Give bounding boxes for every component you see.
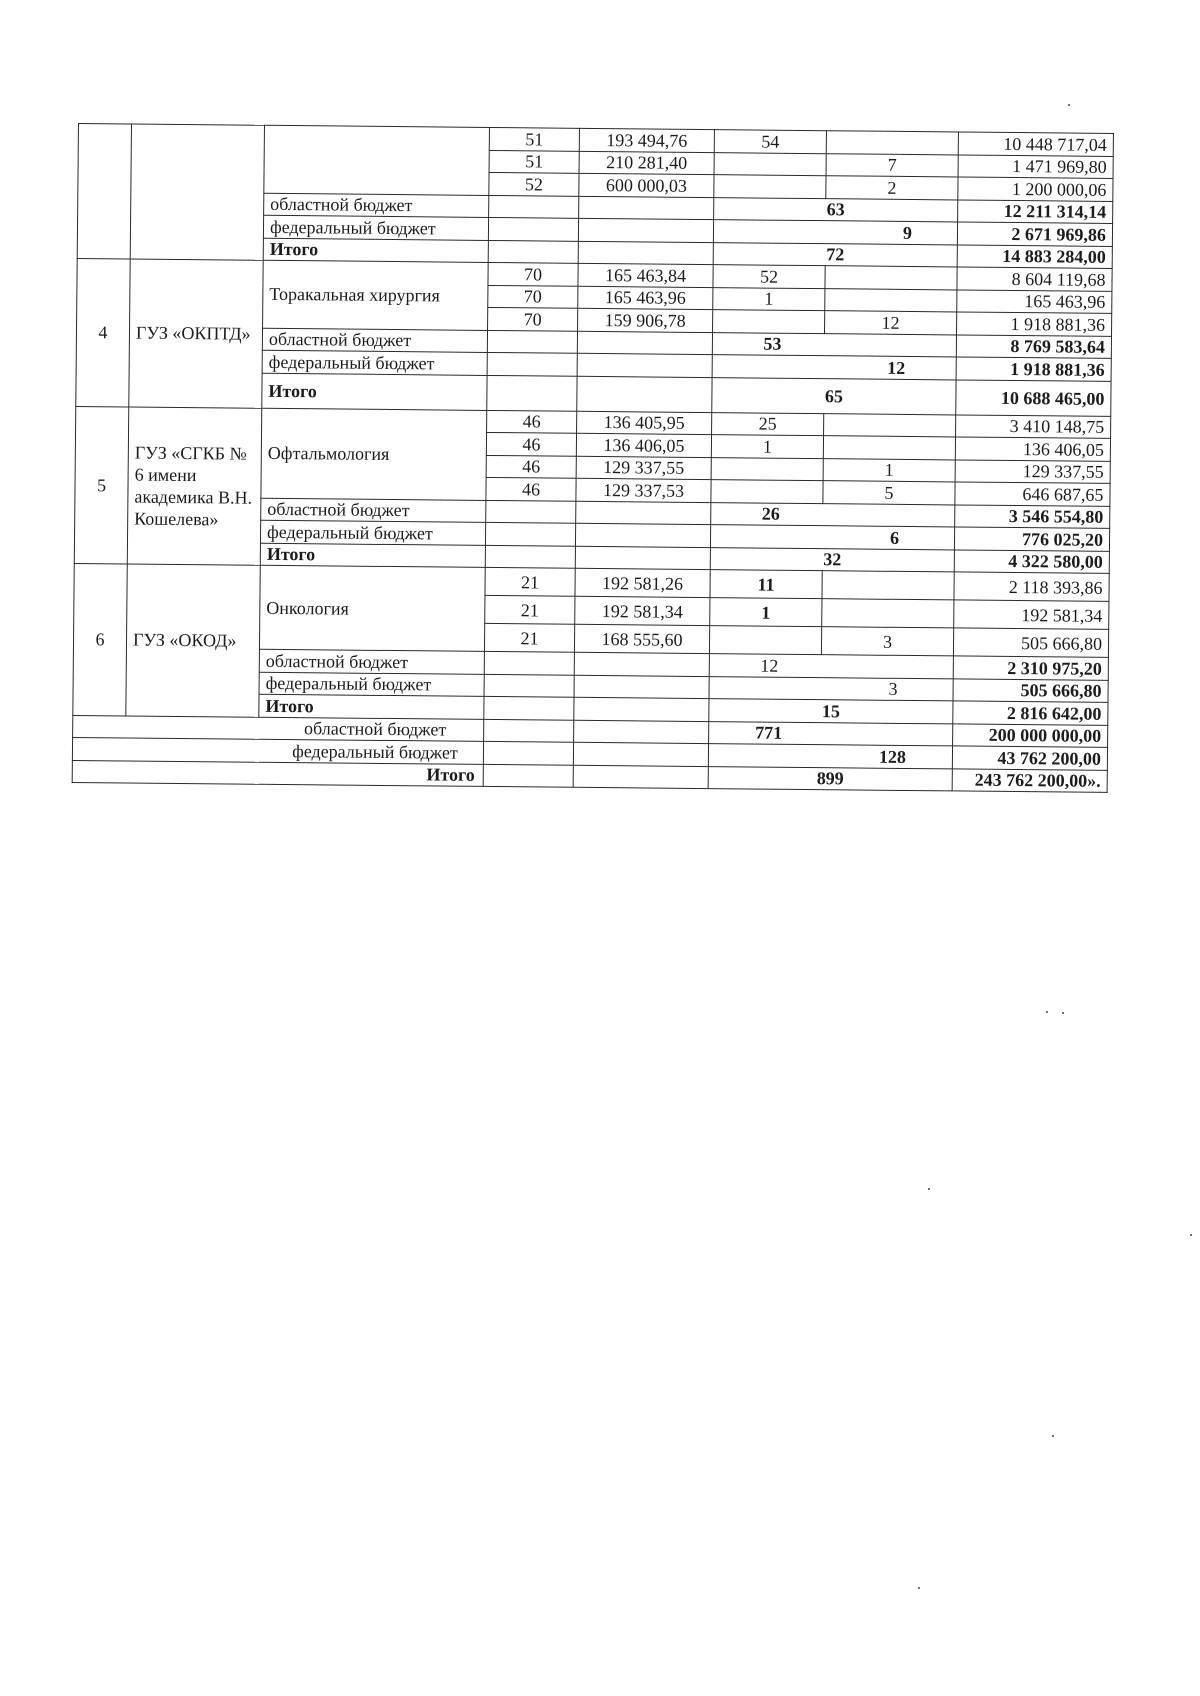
empty-cell <box>484 651 574 674</box>
organization-name: ГУЗ «СГКБ № 6 имени академика В.Н. Кошелева» <box>127 407 262 566</box>
organization-name: ГУЗ «ОКОД» <box>126 564 260 717</box>
price-cell: 159 906,78 <box>578 308 713 332</box>
sum-cell: 505 666,80 <box>953 628 1108 657</box>
federal-count-cell: 5 <box>823 481 955 505</box>
empty-cell <box>484 719 574 742</box>
total-sum: 14 883 284,00 <box>957 244 1112 268</box>
sum-cell: 8 604 119,68 <box>957 267 1112 291</box>
grand-regional-count: 771 <box>709 721 953 746</box>
scan-speck <box>1062 1012 1064 1014</box>
regional-count-cell: 11 <box>710 570 822 599</box>
sum-cell: 1 200 000,06 <box>958 177 1113 201</box>
regional-budget-sum: 8 769 583,64 <box>956 334 1111 358</box>
grand-federal-label: федеральный бюджет <box>72 737 483 763</box>
org-cell-empty <box>130 124 264 260</box>
empty-cell <box>574 697 709 721</box>
federal-budget-count: 3 <box>709 676 953 701</box>
count-cell: 70 <box>488 307 578 330</box>
empty-cell <box>576 501 711 525</box>
federal-budget-label: федеральный бюджет <box>260 520 485 545</box>
price-cell: 192 581,34 <box>575 596 710 625</box>
grand-federal-sum: 43 762 200,00 <box>952 746 1107 770</box>
total-label: Итого <box>260 543 485 568</box>
empty-cell <box>488 217 578 240</box>
regional-count-cell: 1 <box>710 598 822 627</box>
empty-cell <box>483 741 573 764</box>
empty-cell <box>577 331 712 355</box>
federal-count-cell: 3 <box>821 627 953 656</box>
empty-cell <box>488 240 578 263</box>
federal-budget-sum: 1 918 881,36 <box>956 357 1111 381</box>
federal-budget-label: федеральный бюджет <box>259 672 484 697</box>
scan-speck <box>1052 1435 1054 1437</box>
federal-count-cell <box>824 413 956 437</box>
price-cell: 136 406,05 <box>576 433 711 457</box>
count-cell: 70 <box>488 262 578 285</box>
empty-cell <box>573 742 708 766</box>
empty-cell <box>577 376 712 412</box>
regional-budget-sum: 12 211 314,14 <box>958 199 1113 223</box>
empty-cell <box>574 720 709 744</box>
federal-budget-label: федеральный бюджет <box>262 350 487 375</box>
empty-cell <box>578 241 713 265</box>
grand-regional-sum: 200 000 000,00 <box>953 723 1108 747</box>
num-cell-empty <box>77 124 131 260</box>
total-sum: 2 816 642,00 <box>953 701 1108 725</box>
empty-cell <box>486 500 576 523</box>
count-cell: 46 <box>486 455 576 478</box>
regional-budget-count: 63 <box>714 197 958 222</box>
empty-cell <box>577 353 712 377</box>
federal-budget-sum: 2 671 969,86 <box>957 222 1112 246</box>
federal-budget-sum: 776 025,20 <box>954 527 1109 551</box>
total-sum: 10 688 465,00 <box>956 379 1111 415</box>
federal-budget-count: 9 <box>713 220 957 245</box>
regional-count-cell <box>711 457 823 481</box>
regional-count-cell <box>709 626 821 655</box>
price-cell: 165 463,96 <box>578 286 713 310</box>
price-cell: 600 000,03 <box>579 173 714 197</box>
total-label: Итого <box>262 373 487 410</box>
price-cell: 165 463,84 <box>578 263 713 287</box>
regional-budget-label: областной бюджет <box>259 649 484 674</box>
organization-name: ГУЗ «ОКПТД» <box>129 259 263 408</box>
regional-count-cell <box>714 152 826 176</box>
price-cell: 168 555,60 <box>574 624 709 653</box>
regional-count-cell: 54 <box>714 130 826 154</box>
specialty-name: Торакальная хирургия <box>263 260 489 330</box>
federal-count-cell: 1 <box>823 458 955 482</box>
row-number: 5 <box>74 406 129 564</box>
federal-budget-count: 12 <box>712 355 956 380</box>
federal-count-cell: 2 <box>826 176 958 200</box>
sum-cell: 646 687,65 <box>955 482 1110 506</box>
sum-cell: 129 337,55 <box>955 459 1110 483</box>
sum-cell: 165 463,96 <box>957 289 1112 313</box>
regional-budget-label: областной бюджет <box>262 328 487 353</box>
sum-cell: 192 581,34 <box>954 600 1109 629</box>
sum-cell: 2 118 393,86 <box>954 572 1109 601</box>
sum-cell: 10 448 717,04 <box>958 132 1113 156</box>
budget-table <box>72 123 1114 793</box>
federal-count-cell <box>822 599 954 628</box>
sum-cell: 1 918 881,36 <box>957 312 1112 336</box>
scan-speck <box>1190 1234 1192 1236</box>
price-cell: 129 337,55 <box>576 456 711 480</box>
regional-count-cell: 25 <box>712 412 824 436</box>
count-cell: 46 <box>486 432 576 455</box>
regional-budget-label: областной бюджет <box>264 193 489 218</box>
regional-budget-label: областной бюджет <box>261 498 486 523</box>
scan-speck <box>1046 1011 1048 1013</box>
total-count: 72 <box>713 242 957 267</box>
specialty-name: Онкология <box>259 565 485 651</box>
regional-budget-sum: 2 310 975,20 <box>953 656 1108 680</box>
federal-count-cell <box>825 266 957 290</box>
row-number: 6 <box>73 563 127 715</box>
regional-budget-count: 12 <box>709 654 953 679</box>
empty-cell <box>483 764 573 787</box>
regional-budget-count: 53 <box>712 332 956 357</box>
regional-count-cell <box>713 310 825 334</box>
count-cell: 21 <box>485 567 575 596</box>
price-cell: 210 281,40 <box>579 151 714 175</box>
federal-count-cell: 7 <box>826 153 958 177</box>
grand-total-label: Итого <box>72 760 483 786</box>
price-cell: 129 337,53 <box>576 478 711 502</box>
count-cell: 21 <box>484 623 574 652</box>
count-cell: 51 <box>489 150 579 173</box>
sum-cell: 136 406,05 <box>955 437 1110 461</box>
price-cell: 136 405,95 <box>577 411 712 435</box>
empty-cell <box>575 523 710 547</box>
price-cell: 192 581,26 <box>575 568 710 597</box>
federal-budget-sum: 505 666,80 <box>953 678 1108 702</box>
empty-cell <box>579 196 714 220</box>
empty-cell <box>574 652 709 676</box>
count-cell: 46 <box>486 477 576 500</box>
count-cell: 52 <box>489 172 579 195</box>
regional-count-cell <box>714 175 826 199</box>
empty-cell <box>487 352 577 375</box>
price-cell: 193 494,76 <box>579 128 714 152</box>
regional-budget-sum: 3 546 554,80 <box>955 504 1110 528</box>
federal-count-cell <box>826 131 958 155</box>
total-count: 32 <box>710 547 954 572</box>
federal-count-cell <box>825 288 957 312</box>
empty-cell <box>484 674 574 697</box>
empty-cell <box>485 545 575 568</box>
empty-cell <box>489 195 579 218</box>
federal-budget-label: федеральный бюджет <box>263 215 488 240</box>
empty-cell <box>573 765 708 789</box>
sum-cell: 3 410 148,75 <box>956 414 1111 438</box>
sum-cell: 1 471 969,80 <box>958 154 1113 178</box>
total-count: 65 <box>712 377 956 414</box>
federal-budget-count: 6 <box>710 525 954 550</box>
total-label: Итого <box>259 694 484 719</box>
total-sum: 4 322 580,00 <box>954 549 1109 573</box>
empty-cell <box>575 546 710 570</box>
federal-count-cell: 12 <box>825 311 957 335</box>
scan-speck <box>918 1587 920 1589</box>
scan-speck <box>1068 104 1070 106</box>
regional-count-cell: 1 <box>713 287 825 311</box>
empty-cell <box>487 330 577 353</box>
empty-cell <box>487 375 577 411</box>
specialty-cell-empty <box>264 125 490 195</box>
count-cell: 46 <box>487 410 577 433</box>
total-count: 15 <box>709 699 953 724</box>
grand-total-sum: 243 762 200,00». <box>952 768 1107 792</box>
empty-cell <box>485 522 575 545</box>
total-label: Итого <box>263 238 488 263</box>
regional-count-cell: 1 <box>711 435 823 459</box>
count-cell: 21 <box>485 595 575 624</box>
grand-federal-count: 128 <box>708 744 952 769</box>
federal-count-cell <box>823 436 955 460</box>
regional-count-cell <box>711 480 823 504</box>
empty-cell <box>578 218 713 242</box>
grand-regional-label: областной бюджет <box>73 715 484 741</box>
regional-budget-count: 26 <box>711 502 955 527</box>
empty-cell <box>484 696 574 719</box>
scan-speck <box>928 1188 930 1190</box>
regional-count-cell: 52 <box>713 265 825 289</box>
specialty-name: Офтальмология <box>261 408 487 500</box>
count-cell: 70 <box>488 285 578 308</box>
empty-cell <box>574 675 709 699</box>
count-cell: 51 <box>489 127 579 150</box>
row-number: 4 <box>76 258 130 406</box>
grand-total-count: 899 <box>708 766 952 791</box>
federal-count-cell <box>822 571 954 600</box>
